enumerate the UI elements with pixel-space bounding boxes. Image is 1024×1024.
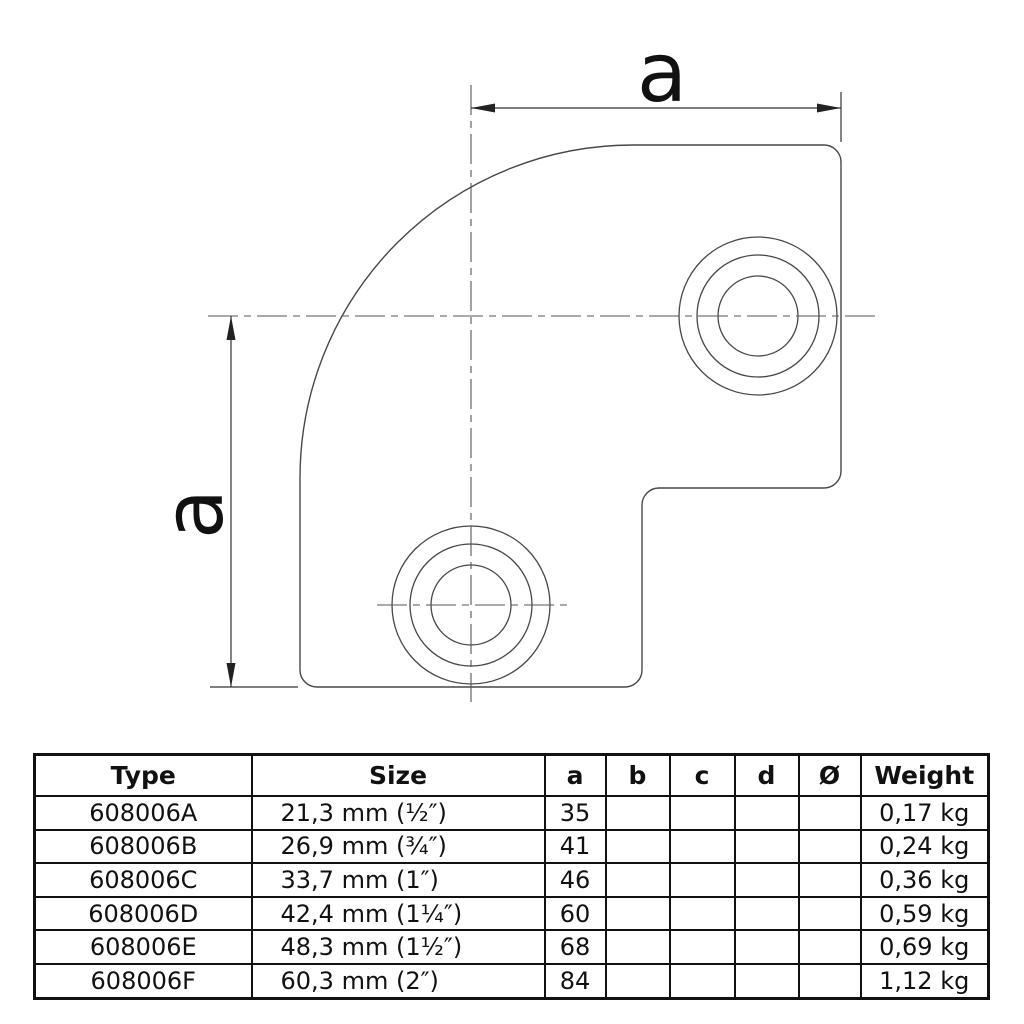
arrowhead-right-icon xyxy=(817,104,841,113)
d-cell xyxy=(735,964,799,998)
table-row xyxy=(35,897,989,931)
b-cell xyxy=(606,830,670,864)
a-cell: 46 xyxy=(545,863,606,897)
column-header-size: Size xyxy=(252,755,545,797)
weight-cell: 0,17 kg xyxy=(861,796,989,830)
type-cell: 608006A xyxy=(35,796,252,830)
arrowhead-down-icon xyxy=(227,663,236,687)
b-cell xyxy=(606,796,670,830)
weight-cell: 0,36 kg xyxy=(861,863,989,897)
diameter-cell xyxy=(799,796,861,830)
type-cell: 608006D xyxy=(35,897,252,931)
b-cell xyxy=(606,964,670,998)
dimension-top xyxy=(471,26,841,142)
type-cell: 608006F xyxy=(35,964,252,998)
column-header-c: c xyxy=(670,755,735,797)
arrowhead-left-icon xyxy=(471,104,495,113)
diameter-cell xyxy=(799,964,861,998)
size-cell: 21,3 mm (½″) xyxy=(252,796,545,830)
spec-table xyxy=(33,753,990,1000)
c-cell xyxy=(670,830,735,864)
d-cell xyxy=(735,897,799,931)
size-cell: 33,7 mm (1″) xyxy=(252,863,545,897)
arrowhead-up-icon xyxy=(227,316,236,340)
table-header-row xyxy=(35,755,989,797)
dimension-label-a-left: a xyxy=(147,488,242,540)
weight-cell: 0,24 kg xyxy=(861,830,989,864)
a-cell: 68 xyxy=(545,930,606,964)
size-cell: 42,4 mm (1¼″) xyxy=(252,897,545,931)
d-cell xyxy=(735,930,799,964)
column-header-b: b xyxy=(606,755,670,797)
a-cell: 35 xyxy=(545,796,606,830)
diameter-cell xyxy=(799,863,861,897)
c-cell xyxy=(670,796,735,830)
table-row xyxy=(35,863,989,897)
column-header-a: a xyxy=(545,755,606,797)
table-row xyxy=(35,830,989,864)
size-cell: 60,3 mm (2″) xyxy=(252,964,545,998)
c-cell xyxy=(670,930,735,964)
column-header-type: Type xyxy=(35,755,252,797)
d-cell xyxy=(735,863,799,897)
b-cell xyxy=(606,897,670,931)
dimension-label-a-top: a xyxy=(636,26,688,121)
a-cell: 60 xyxy=(545,897,606,931)
column-header-diameter: Ø xyxy=(799,755,861,797)
column-header-weight: Weight xyxy=(861,755,989,797)
centerlines xyxy=(208,85,878,702)
type-cell: 608006B xyxy=(35,830,252,864)
size-cell: 26,9 mm (¾″) xyxy=(252,830,545,864)
table-row xyxy=(35,930,989,964)
diameter-cell xyxy=(799,897,861,931)
type-cell: 608006C xyxy=(35,863,252,897)
weight-cell: 0,59 kg xyxy=(861,897,989,931)
c-cell xyxy=(670,863,735,897)
table-row xyxy=(35,796,989,830)
b-cell xyxy=(606,863,670,897)
weight-cell: 1,12 kg xyxy=(861,964,989,998)
diameter-cell xyxy=(799,930,861,964)
a-cell: 41 xyxy=(545,830,606,864)
table-row xyxy=(35,964,989,998)
d-cell xyxy=(735,796,799,830)
d-cell xyxy=(735,830,799,864)
b-cell xyxy=(606,930,670,964)
size-cell: 48,3 mm (1½″) xyxy=(252,930,545,964)
column-header-d: d xyxy=(735,755,799,797)
type-cell: 608006E xyxy=(35,930,252,964)
a-cell: 84 xyxy=(545,964,606,998)
elbow-outline xyxy=(300,145,841,687)
weight-cell: 0,69 kg xyxy=(861,930,989,964)
dimension-left xyxy=(147,316,298,687)
diameter-cell xyxy=(799,830,861,864)
c-cell xyxy=(670,964,735,998)
c-cell xyxy=(670,897,735,931)
